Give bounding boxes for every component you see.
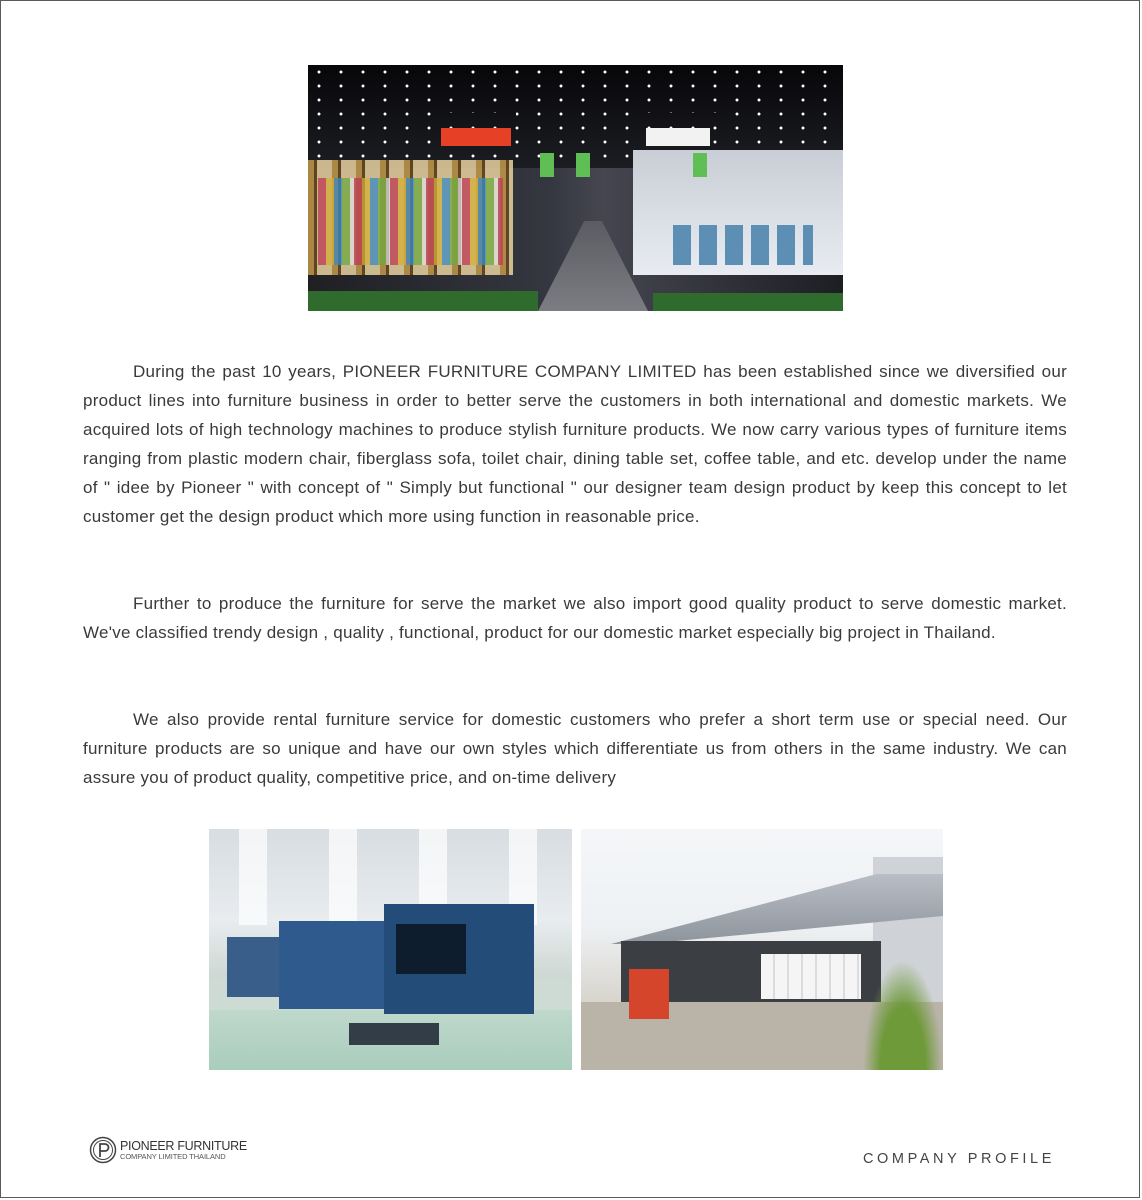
intro-paragraph: During the past 10 years, PIONEER FURNITURE COMPANY LIMITED has been established since we diversified our product lines into furniture business in order to better serve the customers in both international and domestic markets. We acquired lots of high technology machines to produce stylish furniture products. We now carry various types of furniture items ranging from plastic modern chair, fiberglass sofa, toilet chair, dining table set, coffee table, and etc. develop under the name of " idee by Pioneer " with concept of " Simply but functional " our designer team design product by keep this concept to let customer get the design product which more using function in reasonable price. <box>83 362 1067 526</box>
import-paragraph: Further to produce the furniture for serve the market we also import good quality product to serve domestic market. We've classified trendy design , quality , functional, product for our domestic market especially big project in Thailand. <box>83 594 1067 642</box>
pioneer-logo <box>89 1136 247 1164</box>
warehouse-photo <box>581 829 943 1070</box>
rental-paragraph: We also provide rental furniture service for domestic customers who prefer a short term use or special need. Our furniture products are so unique and have our own styles which differentiate us from others in the same industry. We can assure you of product quality, competitive price, and on-time delivery <box>83 710 1067 787</box>
showroom-photo <box>308 65 843 311</box>
logo-name: PIONEER FURNITURE <box>120 1138 247 1153</box>
logo-subtitle: COMPANY LIMITED THAILAND <box>120 1152 226 1161</box>
injection-machines-photo <box>209 829 572 1070</box>
footer-label: COMPANY PROFILE <box>862 1151 1055 1167</box>
pioneer-logo-icon <box>89 1136 117 1164</box>
